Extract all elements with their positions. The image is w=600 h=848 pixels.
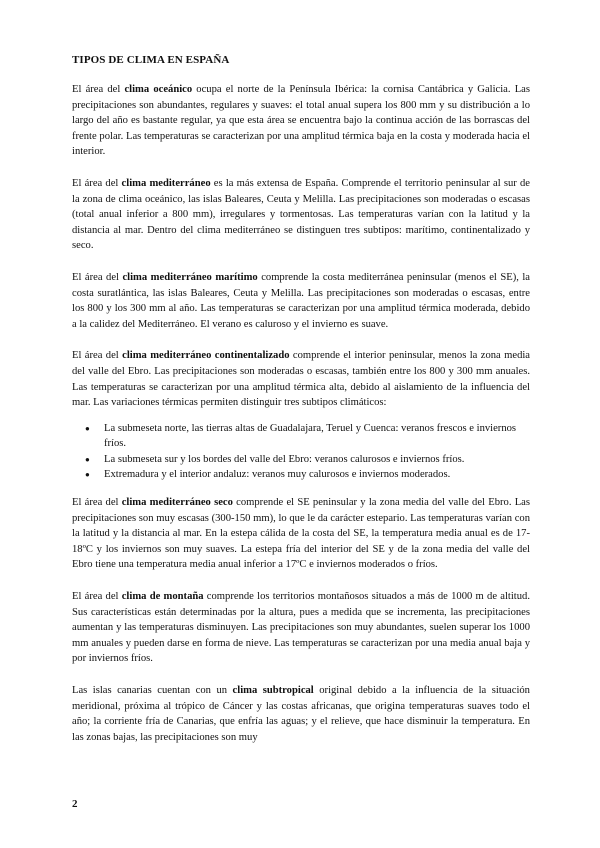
subtype-list bbox=[72, 421, 530, 483]
paragraph-mediterranean-dry bbox=[72, 495, 530, 573]
bold-term: clima subtropical bbox=[232, 685, 314, 696]
paragraph-text: El área del bbox=[72, 84, 125, 95]
page-number: 2 bbox=[72, 798, 78, 810]
paragraph-text: original debido a la influencia de la situación meridional, próxima al trópico de Cáncer y las costas africanas, que origina temperaturas suaves todo el año; la corriente fría de Canarias, que enfría las aguas; y el relieve, que hace disminuir la temperatura. En las zonas bajas, las precipitaciones son muy bbox=[72, 685, 530, 743]
paragraph-text: El área del bbox=[72, 591, 122, 603]
paragraph-mediterranean-continental bbox=[72, 348, 530, 410]
bold-term: clima mediterráneo bbox=[121, 177, 211, 189]
paragraph-text: comprende el interior peninsular, menos la zona media del valle del Ebro. Las precipitaciones son moderadas o escasas, también entre los 800 y 300 mm anuales. Las temperaturas se caracterizan por una amplitud térmica alta, debido al aislamiento de la influencia del mar. Las variaciones térmicas permiten distinguir tres subtipos climáticos: bbox=[72, 350, 531, 409]
paragraph-mediterranean-maritime bbox=[72, 270, 530, 332]
bold-term: clima oceánico bbox=[124, 84, 193, 95]
paragraph-text: comprende los territorios montañosos situados a más de 1000 m de altitud. Sus características están determinadas por la altura, pues a medida que se incrementa, las precipitaciones aumentan y las temperaturas disminuyen. Las precipitaciones son muy abundantes, suelen superar los 1000 mm anuales y pueden darse en forma de nieve. Las temperaturas se caracterizan por una media anual baja y por inviernos fríos. bbox=[72, 591, 530, 665]
paragraph-text: El área del bbox=[72, 271, 123, 283]
paragraph-text: comprende la costa mediterránea peninsular (menos el SE), la costa suratlántica, las islas Baleares, Ceuta y Melilla. Las precipitaciones son moderadas o escasas, entre los 800 y los 300 mm al año. Las temperaturas se caracterizan por una amplitud térmica moderada, debido a la calidez del Mediterráneo. El verano es caluroso y el invierno es suave. bbox=[72, 271, 530, 330]
paragraph-mediterranean bbox=[72, 176, 530, 254]
bold-term: clima mediterráneo marítimo bbox=[122, 271, 258, 283]
paragraph-text: ocupa el norte de la Península Ibérica: la cornisa Cantábrica y Galicia. Las precipitaciones son abundantes, regulares y suaves: el total anual supera los 800 mm y su distribución a lo largo del año es bastante regular, ya que esta área se encuentra bajo la continua acción de las borrascas del frente polar. Las temperaturas se caracterizan por una amplitud térmica baja en la costa y moderada hacia el interior. bbox=[72, 84, 530, 158]
paragraph-text: es la más extensa de España. Comprende el territorio peninsular al sur de la zona de clima oceánico, las islas Baleares, Ceuta y Melilla. Las precipitaciones son moderadas o escasas (total anual inferior a 800 mm), irregulares y tormentosas. Las temperaturas varían con la latitud y la distancia al mar. Dentro del clima mediterráneo se distinguen tres subtipos: marítimo, continentalizado y seco. bbox=[72, 177, 530, 252]
list-item: ● La submeseta sur y los bordes del valle del Ebro: veranos calurosos e inviernos fríos. bbox=[104, 452, 530, 468]
bold-term: clima mediterráneo seco bbox=[121, 497, 233, 509]
paragraph-oceanic bbox=[72, 82, 530, 160]
document-title: TIPOS DE CLIMA EN ESPAÑA bbox=[72, 54, 230, 66]
paragraph-text: El área del bbox=[72, 177, 122, 189]
paragraph-text: El área del bbox=[72, 497, 122, 509]
list-item: ● Extremadura y el interior andaluz: veranos muy calurosos e inviernos moderados. bbox=[104, 467, 530, 483]
paragraph-mountain bbox=[72, 589, 530, 667]
paragraph-subtropical bbox=[72, 683, 530, 745]
bold-term: clima mediterráneo continentalizado bbox=[122, 350, 290, 362]
bold-term: clima de montaña bbox=[121, 591, 204, 603]
paragraph-text: Las islas canarias cuentan con un bbox=[72, 685, 233, 696]
list-item: ● La submeseta norte, las tierras altas de Guadalajara, Teruel y Cuenca: veranos frescos e inviernos fríos. bbox=[104, 421, 530, 452]
paragraph-text: El área del bbox=[72, 350, 123, 362]
paragraph-text: comprende el SE peninsular y la zona media del valle del Ebro. Las precipitaciones son muy escasas (300-150 mm), lo que le da carácter estepario. Las temperaturas varían con la latitud y la distancia al mar. En la estepa cálida de la costa del SE, la temperatura media anual es de 17-18ºC y los inviernos son muy suaves. La estepa fría del interior del SE y de la zona media del valle del Ebro tiene una temperatura media anual inferior a 17ºC e inviernos moderados o fríos. bbox=[72, 497, 531, 571]
